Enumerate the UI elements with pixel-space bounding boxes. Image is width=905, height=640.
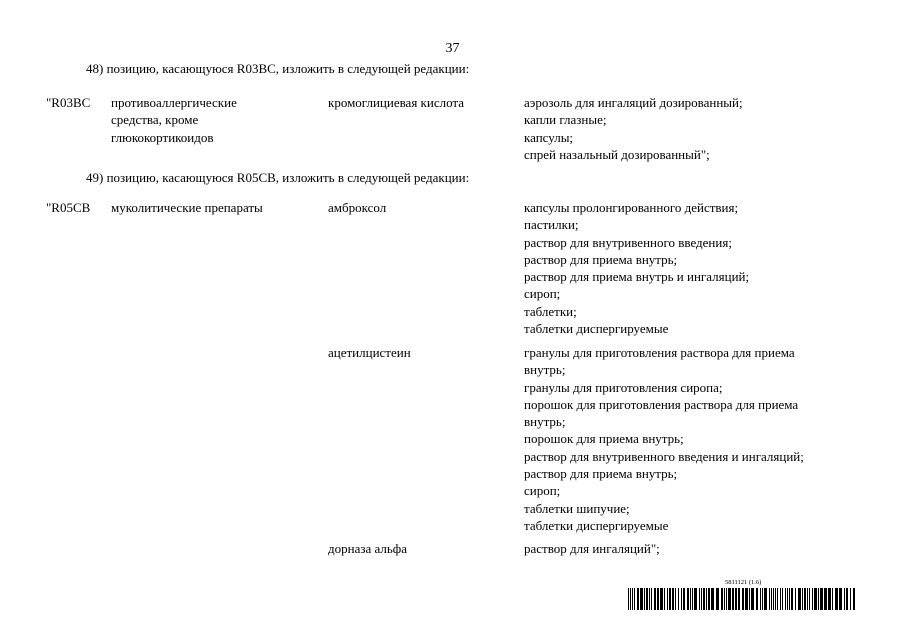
- dosage-form: гранулы для приготовления раствора для приема: [524, 345, 795, 360]
- barcode-bar: [634, 588, 635, 610]
- barcode-bar: [728, 588, 731, 610]
- dosage-form: внутрь;: [524, 362, 566, 378]
- barcode-bar: [771, 588, 772, 610]
- barcode-bar: [835, 588, 838, 610]
- barcode-bar: [649, 588, 650, 610]
- atc-group-r05cb: [111, 199, 263, 216]
- dosage-forms: [524, 540, 660, 557]
- barcode-bar: [828, 588, 831, 610]
- dosage-forms: [524, 199, 749, 337]
- barcode-bar: [742, 588, 744, 610]
- dosage-form: капсулы;: [524, 129, 574, 145]
- dosage-form: внутрь;: [524, 414, 566, 430]
- barcode-bar: [669, 588, 671, 610]
- dosage-form: таблетки шипучие;: [524, 500, 630, 516]
- barcode-bar: [681, 588, 682, 610]
- barcode-bar: [672, 588, 674, 610]
- barcode-bar: [664, 588, 665, 610]
- barcode-bar: [724, 588, 725, 610]
- dosage-form: таблетки диспергируемые: [524, 517, 669, 533]
- dosage-form: порошок для приготовления раствора для приема: [524, 396, 799, 412]
- barcode-bar: [795, 588, 796, 610]
- barcode-bar: [706, 588, 707, 610]
- barcode-bar: [701, 588, 702, 610]
- atc-group-r03bc: [111, 94, 237, 146]
- barcode-bar: [762, 588, 763, 610]
- dosage-form: таблетки диспергируемые: [524, 321, 669, 337]
- barcode-bar: [807, 588, 808, 610]
- dosage-form: сироп;: [524, 483, 561, 499]
- barcode-bar: [791, 588, 793, 610]
- barcode-bar: [756, 588, 758, 610]
- barcode-bar: [675, 588, 676, 610]
- barcode-bar: [651, 588, 652, 610]
- barcode-bar: [683, 588, 685, 610]
- barcode-bar: [850, 588, 851, 610]
- barcode-bar: [692, 588, 693, 610]
- barcode-bar: [787, 588, 788, 610]
- dosage-forms: [524, 94, 743, 163]
- barcode-bar: [814, 588, 817, 610]
- barcode-bar: [654, 588, 656, 610]
- barcode-bar: [632, 588, 633, 610]
- barcode-bar: [844, 588, 845, 610]
- barcode-bar: [646, 588, 648, 610]
- barcode-caption: 5811121 (1.6): [725, 579, 762, 586]
- barcode-bar: [726, 588, 727, 610]
- barcode-bar: [628, 588, 629, 610]
- dosage-form: аэрозоль для ингаляций дозированный;: [524, 95, 743, 110]
- barcode-bar: [735, 588, 737, 610]
- barcode-bar: [657, 588, 659, 610]
- barcode-bar: [687, 588, 689, 610]
- barcode-bar: [694, 588, 697, 610]
- atc-code-r05cb: "R05CB: [46, 200, 91, 215]
- barcode-bar: [824, 588, 827, 610]
- group-line: противоаллергические: [111, 95, 237, 110]
- dosage-form: раствор для приема внутрь;: [524, 251, 678, 267]
- barcode-bar: [703, 588, 705, 610]
- drug-name: ацетилцистеин: [328, 345, 411, 360]
- barcode-bar: [630, 588, 631, 610]
- barcode-bar: [777, 588, 778, 610]
- barcode-bar: [764, 588, 767, 610]
- barcode-bar: [812, 588, 813, 610]
- barcode-bar: [798, 588, 801, 610]
- barcode-bar: [780, 588, 781, 610]
- barcode-bar: [818, 588, 819, 610]
- dosage-form: пастилки;: [524, 217, 579, 233]
- barcode-bar: [738, 588, 740, 610]
- barcode-bar: [690, 588, 691, 610]
- barcode-bar: [721, 588, 723, 610]
- barcode-bar: [745, 588, 748, 610]
- barcode-bar: [782, 588, 783, 610]
- dosage-form: спрей назальный дозированный";: [524, 146, 710, 162]
- dosage-form: раствор для внутривенного введения и ингаляций;: [524, 448, 804, 464]
- group-line: муколитические препараты: [111, 200, 263, 215]
- barcode-bar: [839, 588, 842, 610]
- dosage-form: сироп;: [524, 286, 561, 302]
- instruction-49: 49) позицию, касающуюся R05CB, изложить в следующей редакции:: [86, 170, 470, 185]
- barcode-bar: [640, 588, 643, 610]
- atc-code-r03bc: "R03BC: [46, 95, 91, 110]
- barcode-bar: [708, 588, 710, 610]
- dosage-form: раствор для ингаляций";: [524, 541, 660, 556]
- barcode-bar: [769, 588, 770, 610]
- instruction-48: 48) позицию, касающуюся R03BC, изложить в следующей редакции:: [86, 61, 470, 76]
- dosage-form: раствор для приема внутрь и ингаляций;: [524, 269, 750, 285]
- group-line: глюкокортикоидов: [111, 129, 214, 145]
- dosage-form: гранулы для приготовления сиропа;: [524, 379, 723, 395]
- barcode-bar: [853, 588, 855, 610]
- barcode-bar: [789, 588, 790, 610]
- barcode-bar: [644, 588, 645, 610]
- barcode-bar: [775, 588, 776, 610]
- group-line: средства, кроме: [111, 112, 199, 128]
- dosage-form: капсулы пролонгированного действия;: [524, 200, 739, 215]
- barcode-bar: [678, 588, 679, 610]
- dosage-form: раствор для приема внутрь;: [524, 466, 678, 482]
- barcode-bar: [732, 588, 734, 610]
- page-number: 37: [445, 41, 460, 56]
- barcode-bar: [711, 588, 714, 610]
- barcode-bar: [667, 588, 668, 610]
- barcode-bar: [749, 588, 750, 610]
- barcode-bar: [699, 588, 700, 610]
- barcode: [628, 588, 856, 610]
- barcode-bar: [751, 588, 754, 610]
- dosage-form: порошок для приема внутрь;: [524, 431, 684, 447]
- barcode-bar: [785, 588, 786, 610]
- drug-name: амброксол: [328, 200, 387, 215]
- dosage-form: таблетки;: [524, 303, 577, 319]
- barcode-bar: [760, 588, 761, 610]
- dosage-form: капли глазные;: [524, 112, 607, 128]
- barcode-bar: [846, 588, 848, 610]
- barcode-bar: [820, 588, 823, 610]
- barcode-bar: [802, 588, 803, 610]
- barcode-bar: [804, 588, 806, 610]
- dosage-form: раствор для внутривенного введения;: [524, 234, 732, 250]
- barcode-bar: [809, 588, 810, 610]
- dosage-forms: [524, 344, 804, 534]
- drug-name: дорназа альфа: [328, 541, 407, 556]
- drug-name: кромоглициевая кислота: [328, 95, 465, 110]
- barcode-bar: [832, 588, 833, 610]
- barcode-bar: [773, 588, 774, 610]
- barcode-bar: [637, 588, 639, 610]
- barcode-bar: [660, 588, 663, 610]
- barcode-bar: [716, 588, 719, 610]
